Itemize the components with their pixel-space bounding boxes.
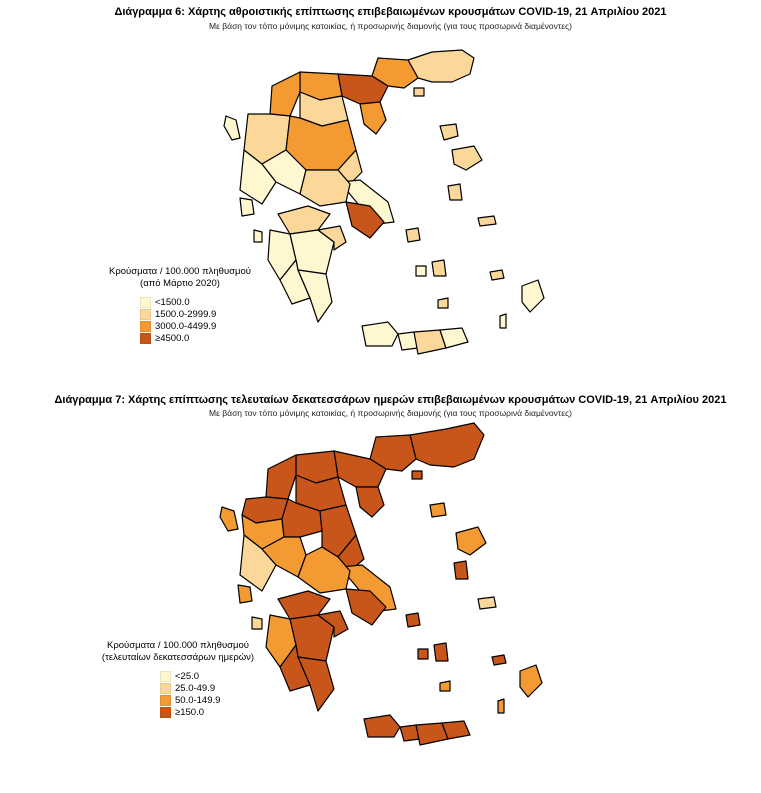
map1-subtitle: Με βάση τον τόπο μόνιμης κατοικίας, ή προσωρινής διαμονής (για τους προσωρινά διαμένοντες) — [209, 21, 572, 31]
region-thrace — [410, 423, 484, 467]
region-lemnos — [440, 124, 458, 140]
map1-legend-item — [140, 332, 260, 344]
region-chalkidiki — [360, 102, 386, 134]
region-cyclades-andros — [406, 613, 420, 627]
legend-label: ≥150.0 — [175, 706, 204, 718]
region-lesvos — [452, 146, 482, 170]
legend-label: 50.0-149.9 — [175, 694, 221, 706]
legend-label: ≥4500.0 — [155, 332, 190, 344]
legend-swatch — [160, 671, 171, 682]
region-cyclades-paros — [416, 266, 426, 276]
region-corfu — [220, 507, 238, 531]
region-cyclades-santorini — [440, 681, 450, 691]
legend-swatch — [140, 333, 151, 344]
region-corfu — [224, 116, 240, 140]
map2-title: Διάγραμμα 7: Χάρτης επίπτωσης τελευταίων δεκατεσσάρων ημερών επιβεβαιωμένων κρουσμάτων COVID-19, 21 Απριλίου 2021 — [54, 394, 727, 406]
map1-title: Διάγραμμα 6: Χάρτης αθροιστικής επίπτωσης επιβεβαιωμένων κρουσμάτων COVID-19, 21 Απριλίου 2021 — [114, 6, 667, 18]
region-chalkidiki — [356, 487, 384, 517]
map1-legend-title: Κρούσματα / 100.000 πληθυσμού — [109, 266, 251, 277]
map1-legend-subtitle: (από Μάρτιο 2020) — [140, 278, 220, 289]
region-western-macedonia — [266, 455, 296, 499]
legend-label: 3000.0-4499.9 — [155, 320, 217, 332]
region-dodecanese-kos — [492, 655, 506, 665]
region-chios — [448, 184, 462, 200]
region-karpathos — [500, 314, 506, 328]
map1-legend-item — [140, 308, 260, 320]
map1-legend-item — [140, 320, 260, 332]
legend-label: <1500.0 — [155, 296, 190, 308]
legend-swatch — [140, 321, 151, 332]
region-lesvos — [456, 527, 486, 555]
legend-swatch — [160, 707, 171, 718]
region-samos — [478, 216, 496, 226]
map2-legend — [78, 640, 278, 718]
region-thasos — [412, 471, 422, 479]
region-cyclades-andros — [406, 228, 420, 242]
map2-legend-item — [160, 682, 278, 694]
legend-swatch — [140, 309, 151, 320]
map2-legend-item — [160, 670, 278, 682]
legend-label: 1500.0-2999.9 — [155, 308, 217, 320]
region-western-macedonia — [270, 72, 300, 116]
map2-legend-subtitle: (τελευταίων δεκατεσσάρων ημερών) — [101, 652, 255, 663]
region-kefalonia — [240, 198, 254, 216]
region-zakynthos — [252, 617, 262, 629]
map2-legend-item — [160, 694, 278, 706]
region-zakynthos — [254, 230, 262, 242]
region-kefalonia — [238, 585, 252, 603]
legend-label: 25.0-49.9 — [175, 682, 216, 694]
region-viotia — [300, 170, 350, 206]
region-cyclades-santorini — [438, 298, 448, 308]
region-karpathos — [498, 699, 504, 713]
region-chios — [454, 561, 468, 579]
map2-legend-item — [160, 706, 278, 718]
legend-swatch — [160, 695, 171, 706]
region-rhodes — [522, 280, 544, 312]
region-dodecanese-kos — [490, 270, 504, 280]
region-rhodes — [520, 665, 542, 697]
region-samos — [478, 597, 496, 609]
map2-legend-title: Κρούσματα / 100.000 πληθυσμού — [107, 640, 249, 651]
legend-swatch — [140, 297, 151, 308]
legend-label: <25.0 — [175, 670, 200, 682]
region-cyclades-naxos — [432, 260, 446, 276]
map1-legend — [100, 266, 260, 344]
region-lemnos — [430, 503, 446, 517]
legend-swatch — [160, 683, 171, 694]
region-cyclades-paros — [418, 649, 428, 659]
region-crete-chania — [362, 322, 398, 346]
map1-legend-item — [140, 296, 260, 308]
region-cyclades-naxos — [434, 643, 448, 661]
region-thasos — [414, 88, 424, 96]
region-crete-chania — [364, 715, 400, 737]
map2-subtitle: Με βάση τον τόπο μόνιμης κατοικίας, ή προσωρινής διαμονής (για τους προσωρινά διαμένοντες) — [209, 408, 572, 418]
